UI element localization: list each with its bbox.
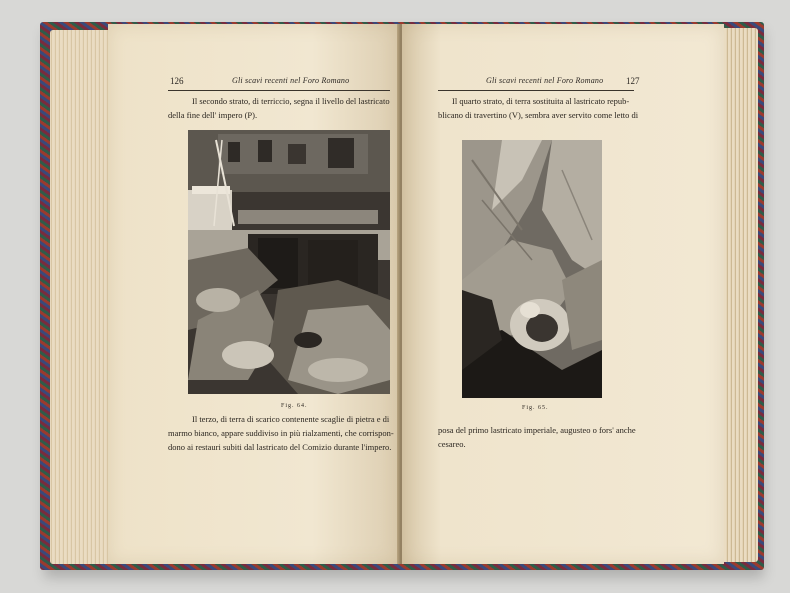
right-page-number: 127 xyxy=(626,76,640,86)
right-running-head: Gli scavi recenti nel Foro Romano xyxy=(486,76,604,85)
left-body-line-1: Il terzo, di terra di scarico contenente scaglie di pietra e di xyxy=(192,414,390,424)
excavation-photo-fig-65 xyxy=(462,140,602,398)
left-page-edges xyxy=(50,30,112,564)
excavation-photo-fig-64 xyxy=(188,130,390,394)
left-body-line-2: marmo bianco, appare suddiviso in più rialzamenti, che corrispon- xyxy=(168,428,394,438)
left-body-line-3: dono ai restauri subiti dal lastricato del Comizio durante l'impero. xyxy=(168,442,392,452)
fig-64-caption: Fig. 64. xyxy=(281,403,308,409)
left-page-number: 126 xyxy=(170,76,184,86)
right-body-line-2: cesareo. xyxy=(438,439,466,449)
right-intro-line-2: blicano di travertino (V), sembra aver servito come letto di xyxy=(438,110,639,120)
left-intro-line-2: della fine dell' impero (P). xyxy=(168,110,258,120)
left-header-rule xyxy=(168,90,390,91)
left-intro-paragraph xyxy=(168,94,390,122)
right-body-paragraph xyxy=(438,423,634,451)
right-page-edges xyxy=(722,28,758,562)
left-running-head: Gli scavi recenti nel Foro Romano xyxy=(232,76,350,85)
right-body-line-1: posa del primo lastricato imperiale, augusteo o fors' anche xyxy=(438,425,636,435)
left-intro-line-1: Il secondo strato, di terriccio, segna il livello del lastricato xyxy=(192,96,390,106)
fig-65-caption: Fig. 65. xyxy=(522,405,549,411)
right-header-rule xyxy=(438,90,634,91)
right-intro-paragraph xyxy=(438,94,639,122)
left-body-paragraph xyxy=(168,412,394,454)
right-intro-line-1: Il quarto strato, di terra sostituita al lastricato repub- xyxy=(452,96,630,106)
